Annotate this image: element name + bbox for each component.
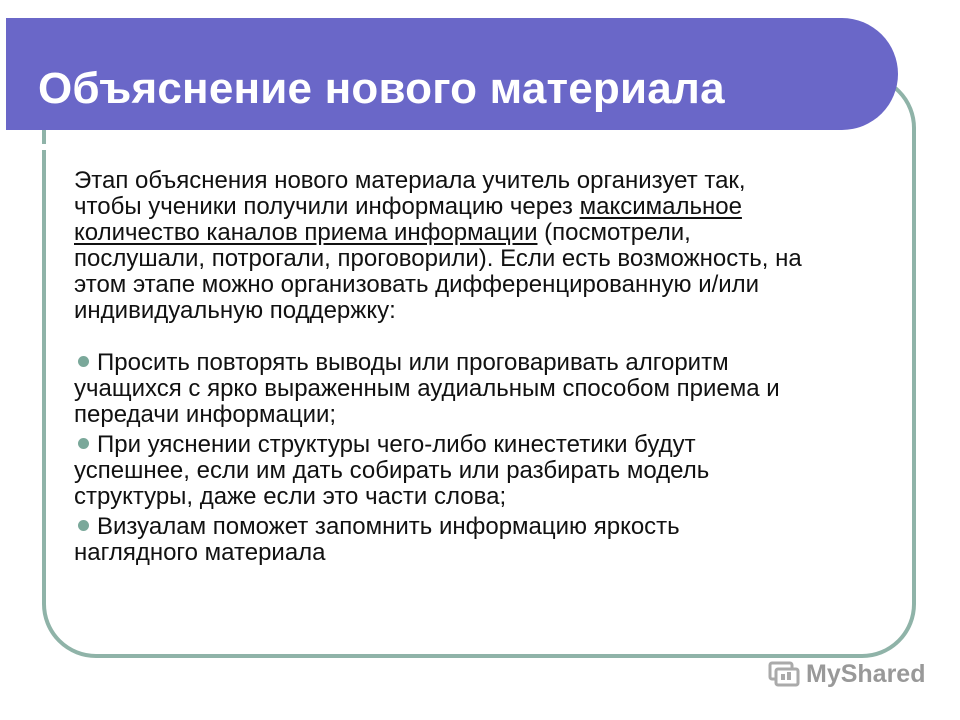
bullet-line bbox=[74, 350, 914, 376]
bullet-text: Просить повторять выводы или проговаривать алгоритм bbox=[97, 349, 729, 376]
bullet-item bbox=[74, 514, 914, 566]
intro-line-4: послушали, потрогали, проговорили). Если есть возможность, на bbox=[74, 245, 802, 272]
paragraph-gap bbox=[74, 324, 914, 350]
bullet-line: наглядного материала bbox=[74, 539, 326, 566]
intro-line-2 bbox=[74, 194, 914, 220]
intro-line-5: этом этапе можно организовать дифференцированную и/или bbox=[74, 271, 760, 298]
intro-line-2-text: чтобы ученики получили информацию через bbox=[74, 193, 580, 220]
bullet-line: учащихся с ярко выраженным аудиальным способом приема и bbox=[74, 375, 780, 402]
intro-line-2-underlined: максимальное bbox=[579, 193, 742, 220]
watermark bbox=[768, 656, 925, 692]
intro-line-1: Этап объяснения нового материала учитель организует так, bbox=[74, 167, 746, 194]
bullet-item bbox=[74, 432, 914, 510]
bullet-line: структуры, даже если это части слова; bbox=[74, 483, 507, 510]
bullet-line bbox=[74, 432, 914, 458]
bullet-line: передачи информации; bbox=[74, 401, 337, 428]
bullet-text: При уяснении структуры чего-либо кинестетики будут bbox=[97, 431, 696, 458]
bullet-line: успешнее, если им дать собирать или разбирать модель bbox=[74, 457, 710, 484]
title-underline bbox=[6, 144, 856, 150]
bullet-dot-icon bbox=[78, 520, 89, 531]
title-banner bbox=[6, 18, 898, 130]
slide-title: Объяснение нового материала bbox=[38, 64, 725, 113]
intro-line-3-text: (посмотрели, bbox=[537, 219, 691, 246]
myshared-logo-icon bbox=[768, 659, 800, 689]
bullet-dot-icon bbox=[78, 356, 89, 367]
intro-line-3-underlined: количество каналов приема информации bbox=[74, 219, 538, 246]
intro-line-6: индивидуальную поддержку: bbox=[74, 297, 396, 324]
bullet-text: Визуалам поможет запомнить информацию яркость bbox=[97, 513, 680, 540]
bullet-item bbox=[74, 350, 914, 428]
slide-body bbox=[74, 168, 914, 570]
bullet-dot-icon bbox=[78, 438, 89, 449]
watermark-text: MyShared bbox=[806, 659, 926, 688]
intro-line-3 bbox=[74, 220, 914, 246]
bullet-line bbox=[74, 514, 914, 540]
